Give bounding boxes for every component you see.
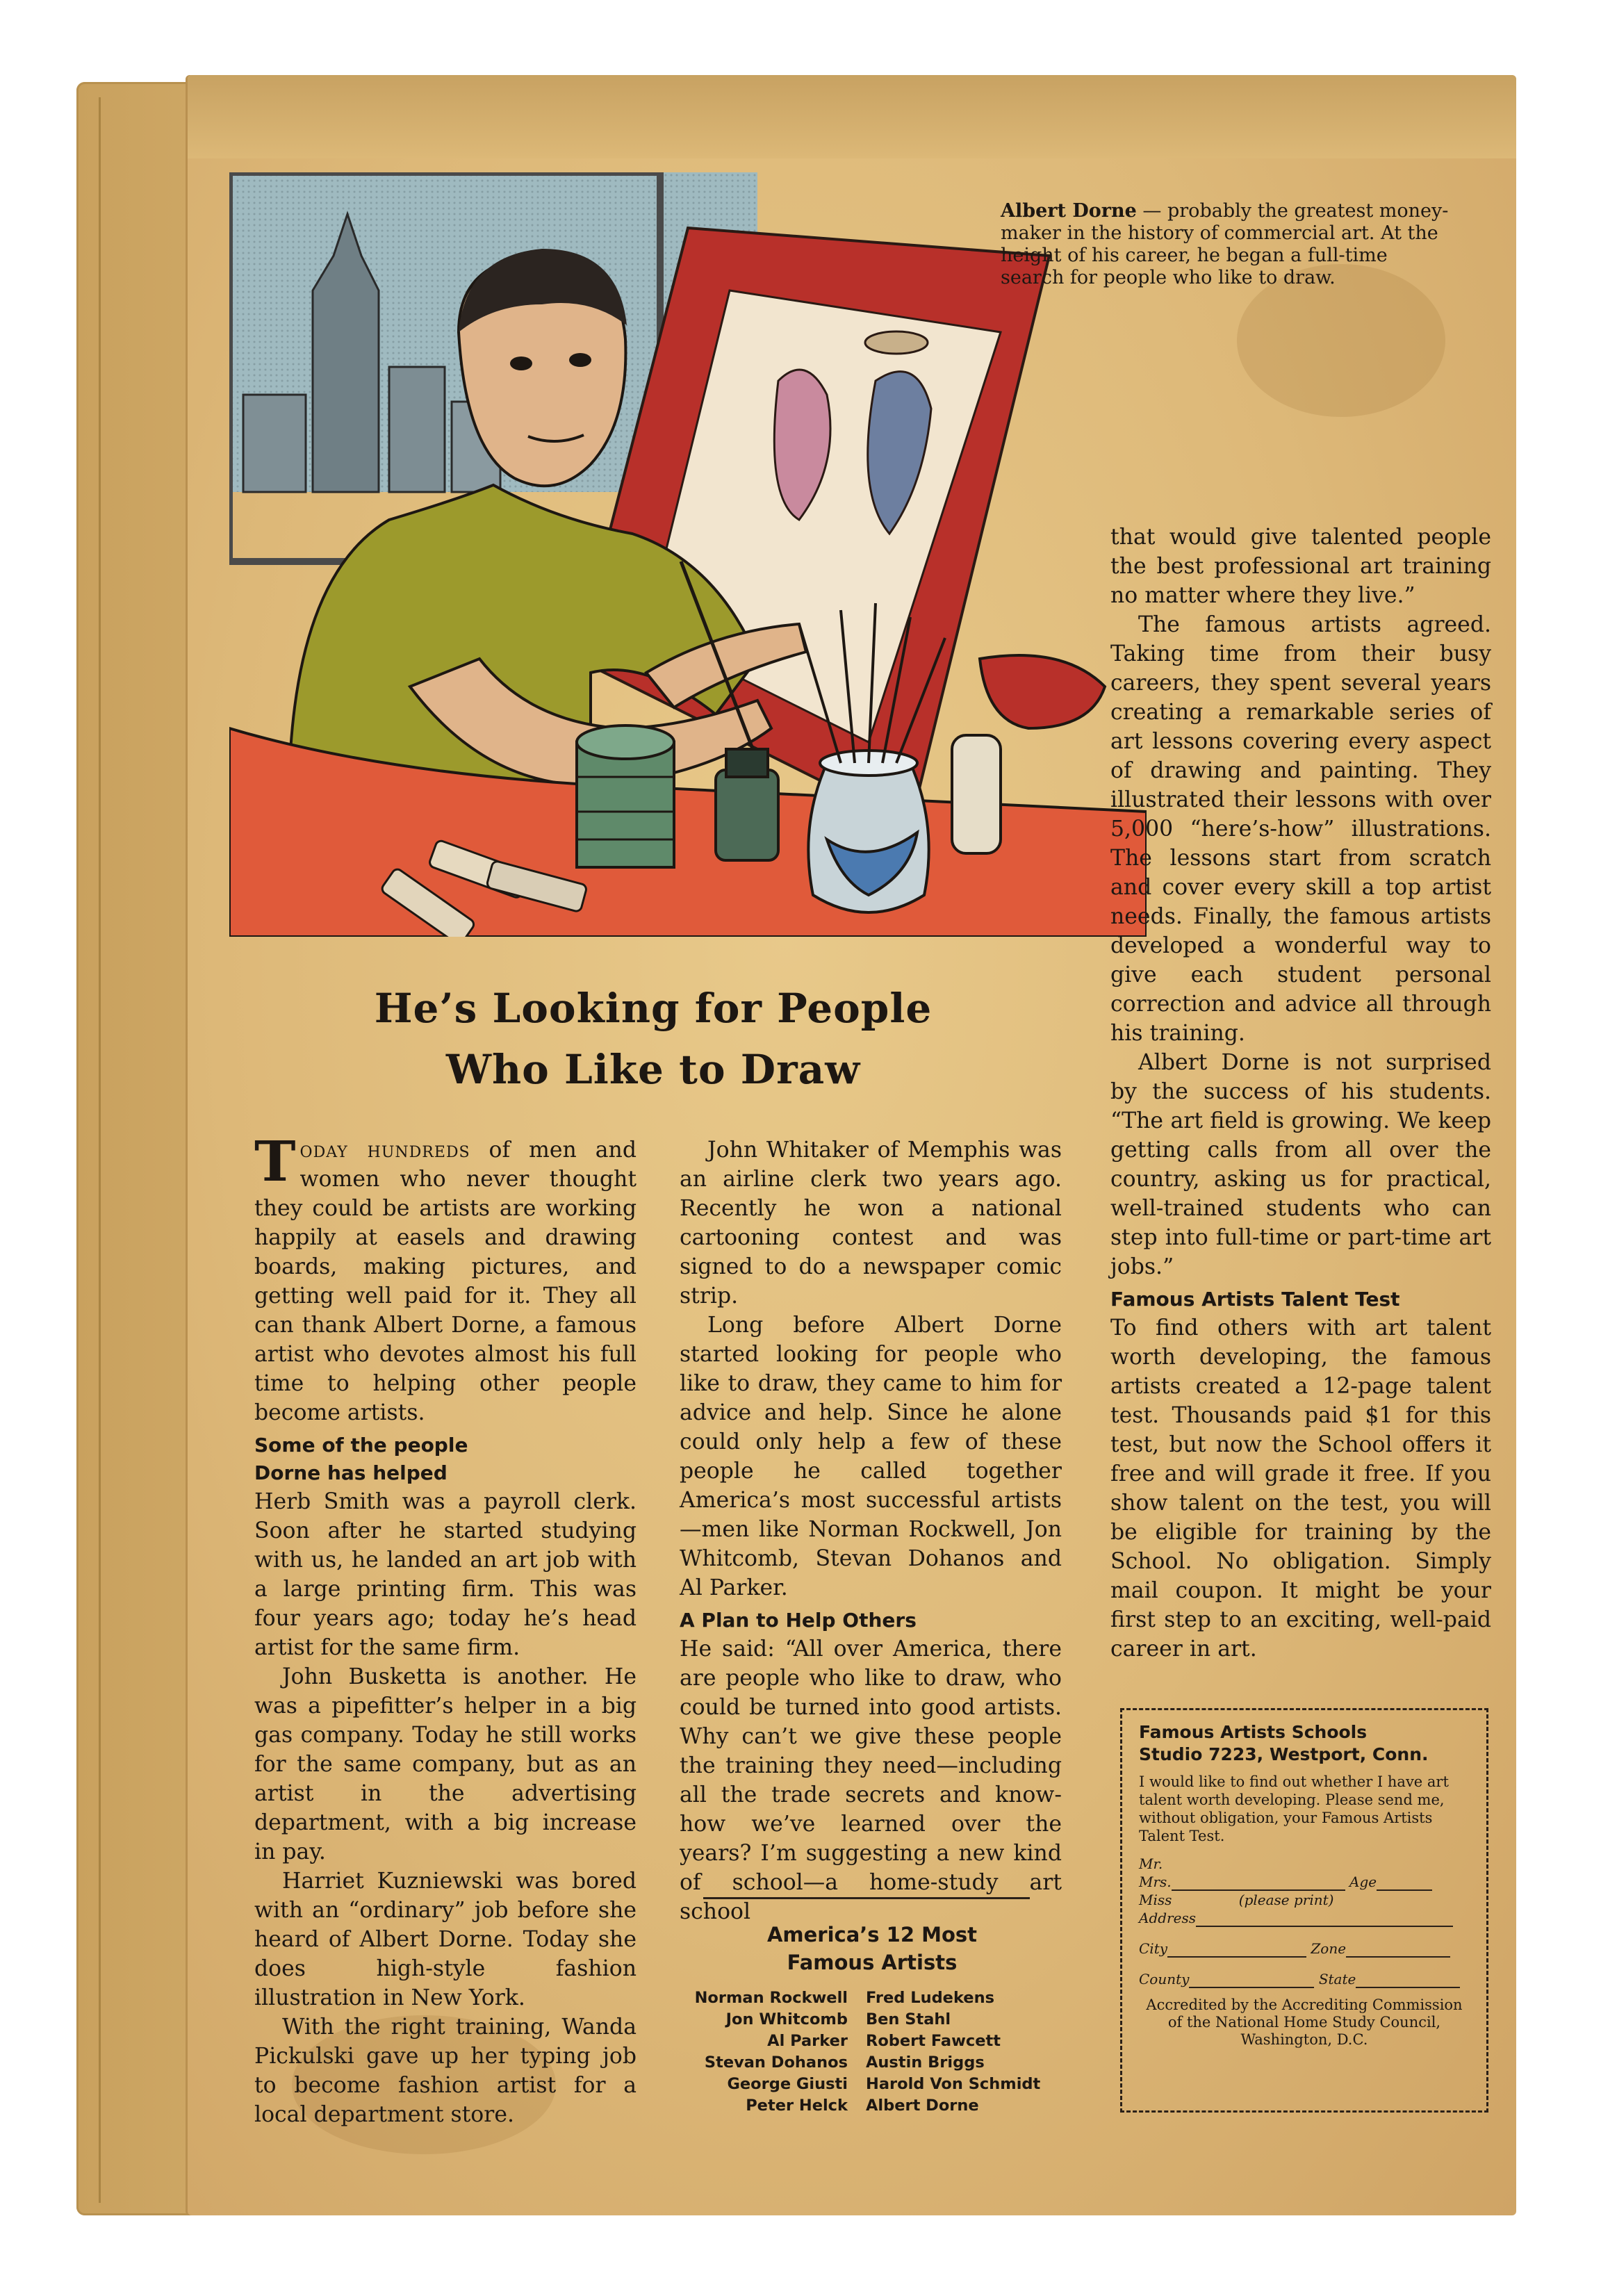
paragraph-long-before: Long before Albert Dorne started looking for people who like to draw, they came to him for advice and help. Since he alone could only help a few of these people he called together America’s most successful artists —men like Norman Rockwell, Jon Whitcomb, Stevan Dohanos and Al Parker. — [680, 1313, 1062, 1600]
artist-name: Al Parker — [767, 2032, 848, 2050]
paragraph-not-surprised: Albert Dorne is not surprised by the success of his students. “The art field is growing. We keep getting calls from all over the country, asking us for practical, well-trained students who can step into full-time or part-time art jobs.” — [1110, 1050, 1491, 1279]
artist-name: Peter Helck — [746, 2097, 848, 2115]
coupon-name-field[interactable] — [1139, 1855, 1470, 1909]
article-column-2 — [680, 1135, 1062, 1926]
coupon-mr-label: Mr. — [1139, 1855, 1163, 1872]
paragraph-wanda-pickulski: With the right training, Wanda Pickulski gave up her typing job to become fashion artist for a local department store. — [254, 2015, 637, 2127]
artist-name: Austin Briggs — [866, 2053, 985, 2072]
caption-text: — probably the greatest money-maker in the history of commercial art. At the height of his career, he began a full-time search for people who like to draw. — [1001, 200, 1449, 288]
mail-coupon[interactable] — [1120, 1708, 1488, 2113]
drop-cap: T — [254, 1129, 296, 1194]
subhead-dorne-helped — [254, 1432, 637, 1487]
headline-line-1: He’s Looking for People — [374, 985, 933, 1032]
artists-list-right — [866, 1987, 1074, 2117]
coupon-please-print: (please print) — [1238, 1892, 1334, 1908]
coupon-age-label: Age — [1349, 1873, 1377, 1890]
subhead-line-1: Some of the people — [254, 1434, 468, 1457]
artist-name: Jon Whitcomb — [725, 2010, 848, 2028]
coupon-address-label: Address — [1139, 1910, 1196, 1926]
intro-paragraph — [254, 1129, 637, 1427]
artist-name: Stevan Dohanos — [704, 2053, 848, 2072]
artist-name: Albert Dorne — [866, 2097, 979, 2115]
paragraph-he-said: He said: “All over America, there are people who like to draw, who could be turned into good artists. Why can’t we give these people the training they need—including all the trade secrets and know-how we’ve learned over the years? I’m suggesting a new kind of school—a home-study art school — [680, 1637, 1062, 1924]
famous-title-line-1: America’s 12 Most — [766, 1923, 978, 1946]
paragraph-harriet-kuzniewski: Harriet Kuzniewski was bored with an “ordinary” job before she heard of Albert Dorne. Today she does high-style fashion illustration in New York. — [254, 1869, 637, 2010]
page-stack-line — [83, 97, 101, 2203]
artist-name: Norman Rockwell — [694, 1989, 848, 2007]
coupon-mrs-label: Mrs. — [1139, 1873, 1172, 1890]
coupon-city-label: City — [1139, 1940, 1168, 1957]
illustration-caption — [1001, 200, 1452, 289]
intro-text: of men and women who never thought they could be artists are working happily at easels and drawing boards, making pictures, and getting well paid for it. They all can thank Albert Dorne, a famous artist who devotes almost his full time to helping other people become artists. — [254, 1138, 637, 1425]
divider-rule — [703, 1897, 1030, 1899]
coupon-address-field[interactable] — [1139, 1909, 1470, 1927]
coupon-zone-label: Zone — [1311, 1940, 1347, 1957]
intro-smallcaps: oday hundreds — [299, 1138, 470, 1163]
famous-artists-title — [695, 1921, 1049, 1976]
paragraph-john-busketta: John Busketta is another. He was a pipefitter’s helper in a big gas company. Today he still works for the same company, but as an artist in the advertising department, with a big increase in pay. — [254, 1664, 637, 1864]
artist-name: Ben Stahl — [866, 2010, 951, 2028]
subhead-line-2: Dorne has helped — [254, 1461, 448, 1484]
article-column-1 — [254, 1129, 637, 2129]
coupon-body: I would like to find out whether I have art talent worth developing. Please send me, without obligation, your Famous Artists Talent Test. — [1139, 1773, 1449, 1844]
paragraph-artists-agreed: The famous artists agreed. Taking time from their busy careers, they spent several years creating a remarkable series of art lessons covering every aspect of drawing and painting. They illustrated their lessons with over 5,000 “here’s-how” illustrations. The lessons start from scratch and cover every skill a top artist needs. Finally, the famous artists developed a wonderful way to give each student personal correction and advice all through his training. — [1110, 612, 1491, 1046]
paragraph-talent-test: To find others with art talent worth developing, the famous artists created a 12-page talent test. Thousands paid $1 for this test, but now the School offers it free and will grade it free. If you show talent on the test, you will be eligible for training by the School. No obligation. Simply mail coupon. It might be your first step to an exciting, well-paid career in art. — [1110, 1315, 1491, 1662]
coupon-miss-label: Miss — [1139, 1892, 1172, 1908]
headline-line-2: Who Like to Draw — [445, 1046, 861, 1093]
coupon-county-label: County — [1139, 1971, 1190, 1987]
coupon-school: Famous Artists Schools — [1139, 1722, 1368, 1742]
famous-title-line-2: Famous Artists — [787, 1951, 958, 1974]
paragraph-continued: that would give talented people the best professional art training no matter where they live.” — [1110, 525, 1491, 608]
torn-top-edge — [188, 75, 1516, 158]
subhead-talent-test: Famous Artists Talent Test — [1110, 1288, 1400, 1311]
coupon-accreditation: Accredited by the Accrediting Commission of the National Home Study Council, Washington, D.C. — [1146, 1996, 1463, 2048]
artist-name: Harold Von Schmidt — [866, 2075, 1041, 2093]
artist-name: Fred Ludekens — [866, 1989, 994, 2007]
artist-name: George Giusti — [727, 2075, 848, 2093]
coupon-county-field[interactable] — [1139, 1970, 1470, 1988]
artists-list-left — [667, 1987, 848, 2117]
artist-name: Robert Fawcett — [866, 2032, 1001, 2050]
coupon-city-field[interactable] — [1139, 1940, 1470, 1958]
article-column-3 — [1110, 523, 1491, 1664]
caption-name: Albert Dorne — [1001, 200, 1137, 222]
subhead-plan: A Plan to Help Others — [680, 1609, 917, 1632]
coupon-studio: Studio 7223, Westport, Conn. — [1139, 1744, 1429, 1764]
paragraph-john-whitaker: John Whitaker of Memphis was an airline clerk two years ago. Recently he won a national cartooning contest and was signed to do a newspaper comic strip. — [680, 1138, 1062, 1309]
paragraph-herb-smith: Herb Smith was a payroll clerk. Soon after he started studying with us, he landed an art job with a large printing firm. This was four years ago; today he’s head artist for the same firm. — [254, 1489, 637, 1660]
coupon-state-label: State — [1318, 1971, 1356, 1987]
